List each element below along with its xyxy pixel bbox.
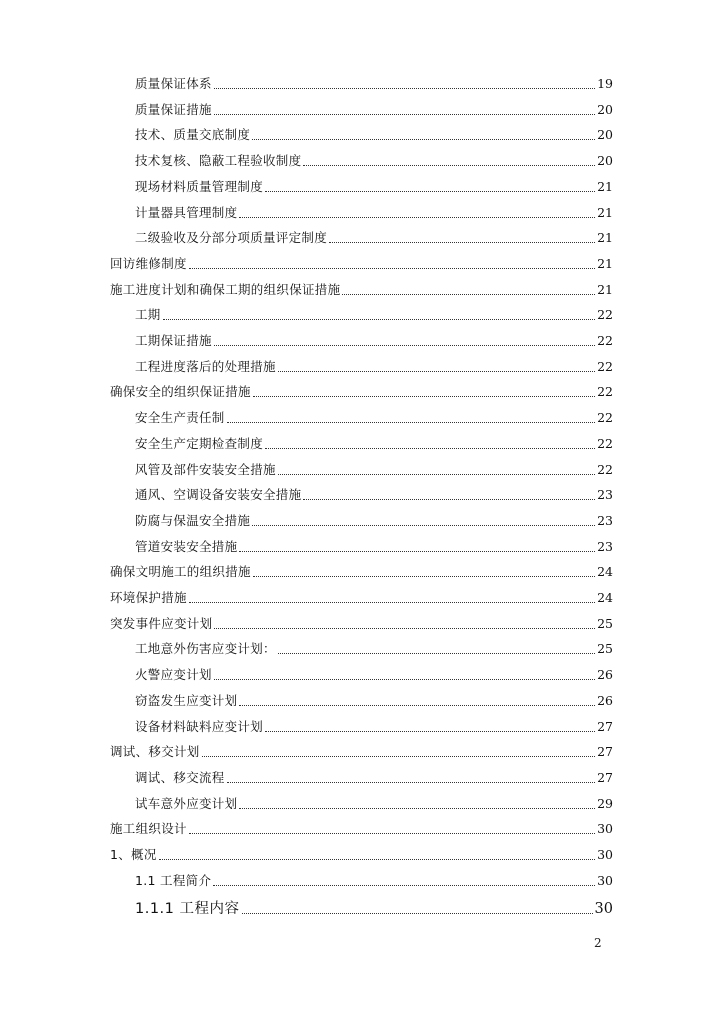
toc-entry-title: 火警应变计划	[135, 667, 212, 683]
toc-dot-leader	[342, 293, 595, 295]
toc-entry[interactable]	[135, 766, 613, 786]
toc-entry[interactable]	[135, 201, 613, 221]
toc-dot-leader	[278, 473, 595, 475]
toc-dot-leader	[214, 678, 595, 680]
toc-entry-title: 突发事件应变计划	[110, 615, 213, 631]
toc-entry-page: 22	[597, 307, 613, 323]
toc-entry-page: 27	[597, 769, 613, 785]
toc-dot-leader	[159, 858, 595, 860]
toc-entry-page: 23	[597, 512, 613, 528]
toc-entry-page: 20	[597, 153, 613, 169]
toc-dot-leader	[163, 318, 595, 320]
toc-entry[interactable]	[135, 406, 613, 426]
toc-entry-title: 技术复核、隐蔽工程验收制度	[135, 153, 302, 169]
toc-entry-title: 施工进度计划和确保工期的组织保证措施	[110, 281, 341, 297]
toc-entry-title: 工期	[135, 307, 161, 323]
toc-dot-leader	[239, 550, 595, 552]
toc-entry-page: 21	[597, 178, 613, 194]
toc-entry-page: 22	[597, 384, 613, 400]
toc-entry[interactable]	[135, 226, 613, 246]
toc-entry-title: 1.1 工程简介	[135, 872, 212, 888]
toc-entry[interactable]	[135, 869, 613, 889]
toc-entry-title: 调试、移交计划	[110, 744, 200, 760]
toc-entry[interactable]	[135, 303, 613, 323]
toc-entry-title: 1.1.1 工程内容	[135, 901, 240, 917]
toc-entry[interactable]	[135, 355, 613, 375]
toc-entry-title: 施工组织设计	[110, 821, 187, 837]
toc-entry[interactable]	[110, 278, 613, 298]
toc-entry-page: 24	[597, 590, 613, 605]
toc-entry-page: 20	[597, 101, 613, 117]
toc-dot-leader	[214, 87, 595, 89]
toc-entry[interactable]	[135, 123, 613, 143]
toc-entry-title: 管道安装安全措施	[135, 538, 238, 554]
toc-entry[interactable]	[110, 843, 613, 863]
toc-entry[interactable]	[110, 586, 613, 606]
toc-dot-leader	[303, 164, 595, 166]
toc-dot-leader	[239, 704, 595, 706]
toc-entry[interactable]	[135, 895, 613, 917]
toc-entry-page: 22	[597, 358, 613, 374]
toc-entry-title: 安全生产责任制	[135, 410, 225, 426]
toc-entry-title: 技术、质量交底制度	[135, 127, 251, 143]
toc-entry-page: 27	[597, 718, 613, 734]
toc-dot-leader	[189, 832, 595, 834]
toc-entry-page: 22	[597, 435, 613, 451]
toc-entry-page: 26	[597, 667, 613, 683]
toc-entry[interactable]	[135, 637, 613, 657]
toc-entry-title: 防腐与保温安全措施	[135, 512, 251, 528]
toc-entry[interactable]	[110, 612, 613, 632]
toc-dot-leader	[239, 807, 595, 809]
page-number: 2	[594, 936, 602, 950]
toc-entry[interactable]	[135, 432, 613, 452]
toc-entry-page: 25	[597, 641, 613, 657]
toc-entry-page: 30	[597, 872, 613, 888]
toc-entry-title: 工程进度落后的处理措施	[135, 358, 276, 374]
toc-entry-page: 21	[597, 255, 613, 271]
toc-entry-page: 20	[597, 127, 613, 143]
toc-entry[interactable]	[110, 817, 613, 837]
toc-dot-leader	[227, 421, 595, 423]
toc-dot-leader	[303, 498, 595, 500]
toc-entry-page: 22	[597, 333, 613, 348]
toc-dot-leader	[253, 575, 595, 577]
toc-dot-leader	[278, 652, 595, 654]
toc-entry[interactable]	[135, 458, 613, 478]
toc-entry[interactable]	[135, 663, 613, 683]
toc-entry-title: 调试、移交流程	[135, 769, 225, 785]
toc-dot-leader	[278, 370, 595, 372]
toc-entry-page: 23	[597, 538, 613, 554]
toc-entry[interactable]	[110, 252, 613, 272]
toc-dot-leader	[253, 395, 595, 397]
toc-dot-leader	[239, 216, 595, 218]
toc-entry[interactable]	[135, 72, 613, 92]
toc-entry-page: 21	[597, 230, 613, 246]
toc-entry-title: 确保安全的组织保证措施	[110, 384, 251, 400]
toc-entry[interactable]	[135, 175, 613, 195]
toc-entry-title: 确保文明施工的组织措施	[110, 564, 251, 580]
toc-entry-page: 30	[597, 821, 613, 837]
toc-entry-title: 环境保护措施	[110, 590, 187, 605]
toc-dot-leader	[214, 113, 595, 115]
toc-entry-title: 1、概况	[110, 847, 157, 862]
toc-dot-leader	[214, 344, 595, 346]
toc-entry[interactable]	[110, 380, 613, 400]
toc-entry[interactable]	[110, 560, 613, 580]
toc-entry-page: 22	[597, 461, 613, 477]
toc-entry-page: 25	[597, 615, 613, 631]
toc-entry-title: 回访维修制度	[110, 255, 187, 271]
toc-entry-title: 风管及部件安装安全措施	[135, 461, 276, 477]
toc-entry[interactable]	[135, 715, 613, 735]
toc-dot-leader	[227, 781, 595, 783]
toc-entry-page: 30	[594, 901, 613, 917]
toc-entry-page: 27	[597, 744, 613, 760]
toc-entry[interactable]	[135, 792, 613, 812]
toc-entry-page: 19	[597, 76, 613, 91]
toc-entry[interactable]	[135, 509, 613, 529]
toc-entry[interactable]	[110, 740, 613, 760]
toc-dot-leader	[189, 267, 595, 269]
toc-dot-leader	[265, 447, 595, 449]
toc-entry-title: 现场材料质量管理制度	[135, 178, 264, 194]
toc-entry-title: 通风、空调设备安装安全措施	[135, 487, 302, 503]
toc-entry-title: 质量保证体系	[135, 76, 212, 91]
toc-entry-title: 试车意外应变计划	[135, 795, 238, 811]
toc-entry[interactable]	[135, 535, 613, 555]
toc-entry-page: 21	[597, 281, 613, 297]
toc-entry-title: 安全生产定期检查制度	[135, 435, 264, 451]
toc-entry-page: 24	[597, 564, 613, 580]
toc-dot-leader	[265, 730, 595, 732]
toc-entry-page: 22	[597, 410, 613, 426]
toc-dot-leader	[252, 524, 595, 526]
toc-entry-page: 21	[597, 204, 613, 220]
toc-entry-page: 29	[597, 795, 613, 811]
toc-entry-page: 30	[597, 847, 613, 862]
toc-dot-leader	[329, 241, 595, 243]
toc-entry-title: 设备材料缺料应变计划	[135, 718, 264, 734]
toc-entry-page: 23	[597, 487, 613, 503]
toc-entry-title: 质量保证措施	[135, 101, 212, 117]
toc-entry-title: 窃盗发生应变计划	[135, 692, 238, 708]
toc-entry-title: 工期保证措施	[135, 333, 212, 348]
toc-entry[interactable]	[135, 483, 613, 503]
toc-dot-leader	[265, 190, 595, 192]
toc-dot-leader	[252, 138, 595, 140]
toc-entry[interactable]	[135, 149, 613, 169]
toc-entry-title: 二级验收及分部分项质量评定制度	[135, 230, 328, 246]
toc-entry[interactable]	[135, 98, 613, 118]
toc-entry[interactable]	[135, 329, 613, 349]
toc-entry-title: 工地意外伤害应变计划：	[135, 641, 276, 657]
toc-dot-leader	[213, 884, 595, 886]
toc-dot-leader	[214, 627, 595, 629]
toc-dot-leader	[242, 912, 593, 914]
toc-entry[interactable]	[135, 689, 613, 709]
toc-dot-leader	[202, 755, 595, 757]
toc-dot-leader	[189, 601, 595, 603]
toc-entry-title: 计量器具管理制度	[135, 204, 238, 220]
toc-entry-page: 26	[597, 692, 613, 708]
